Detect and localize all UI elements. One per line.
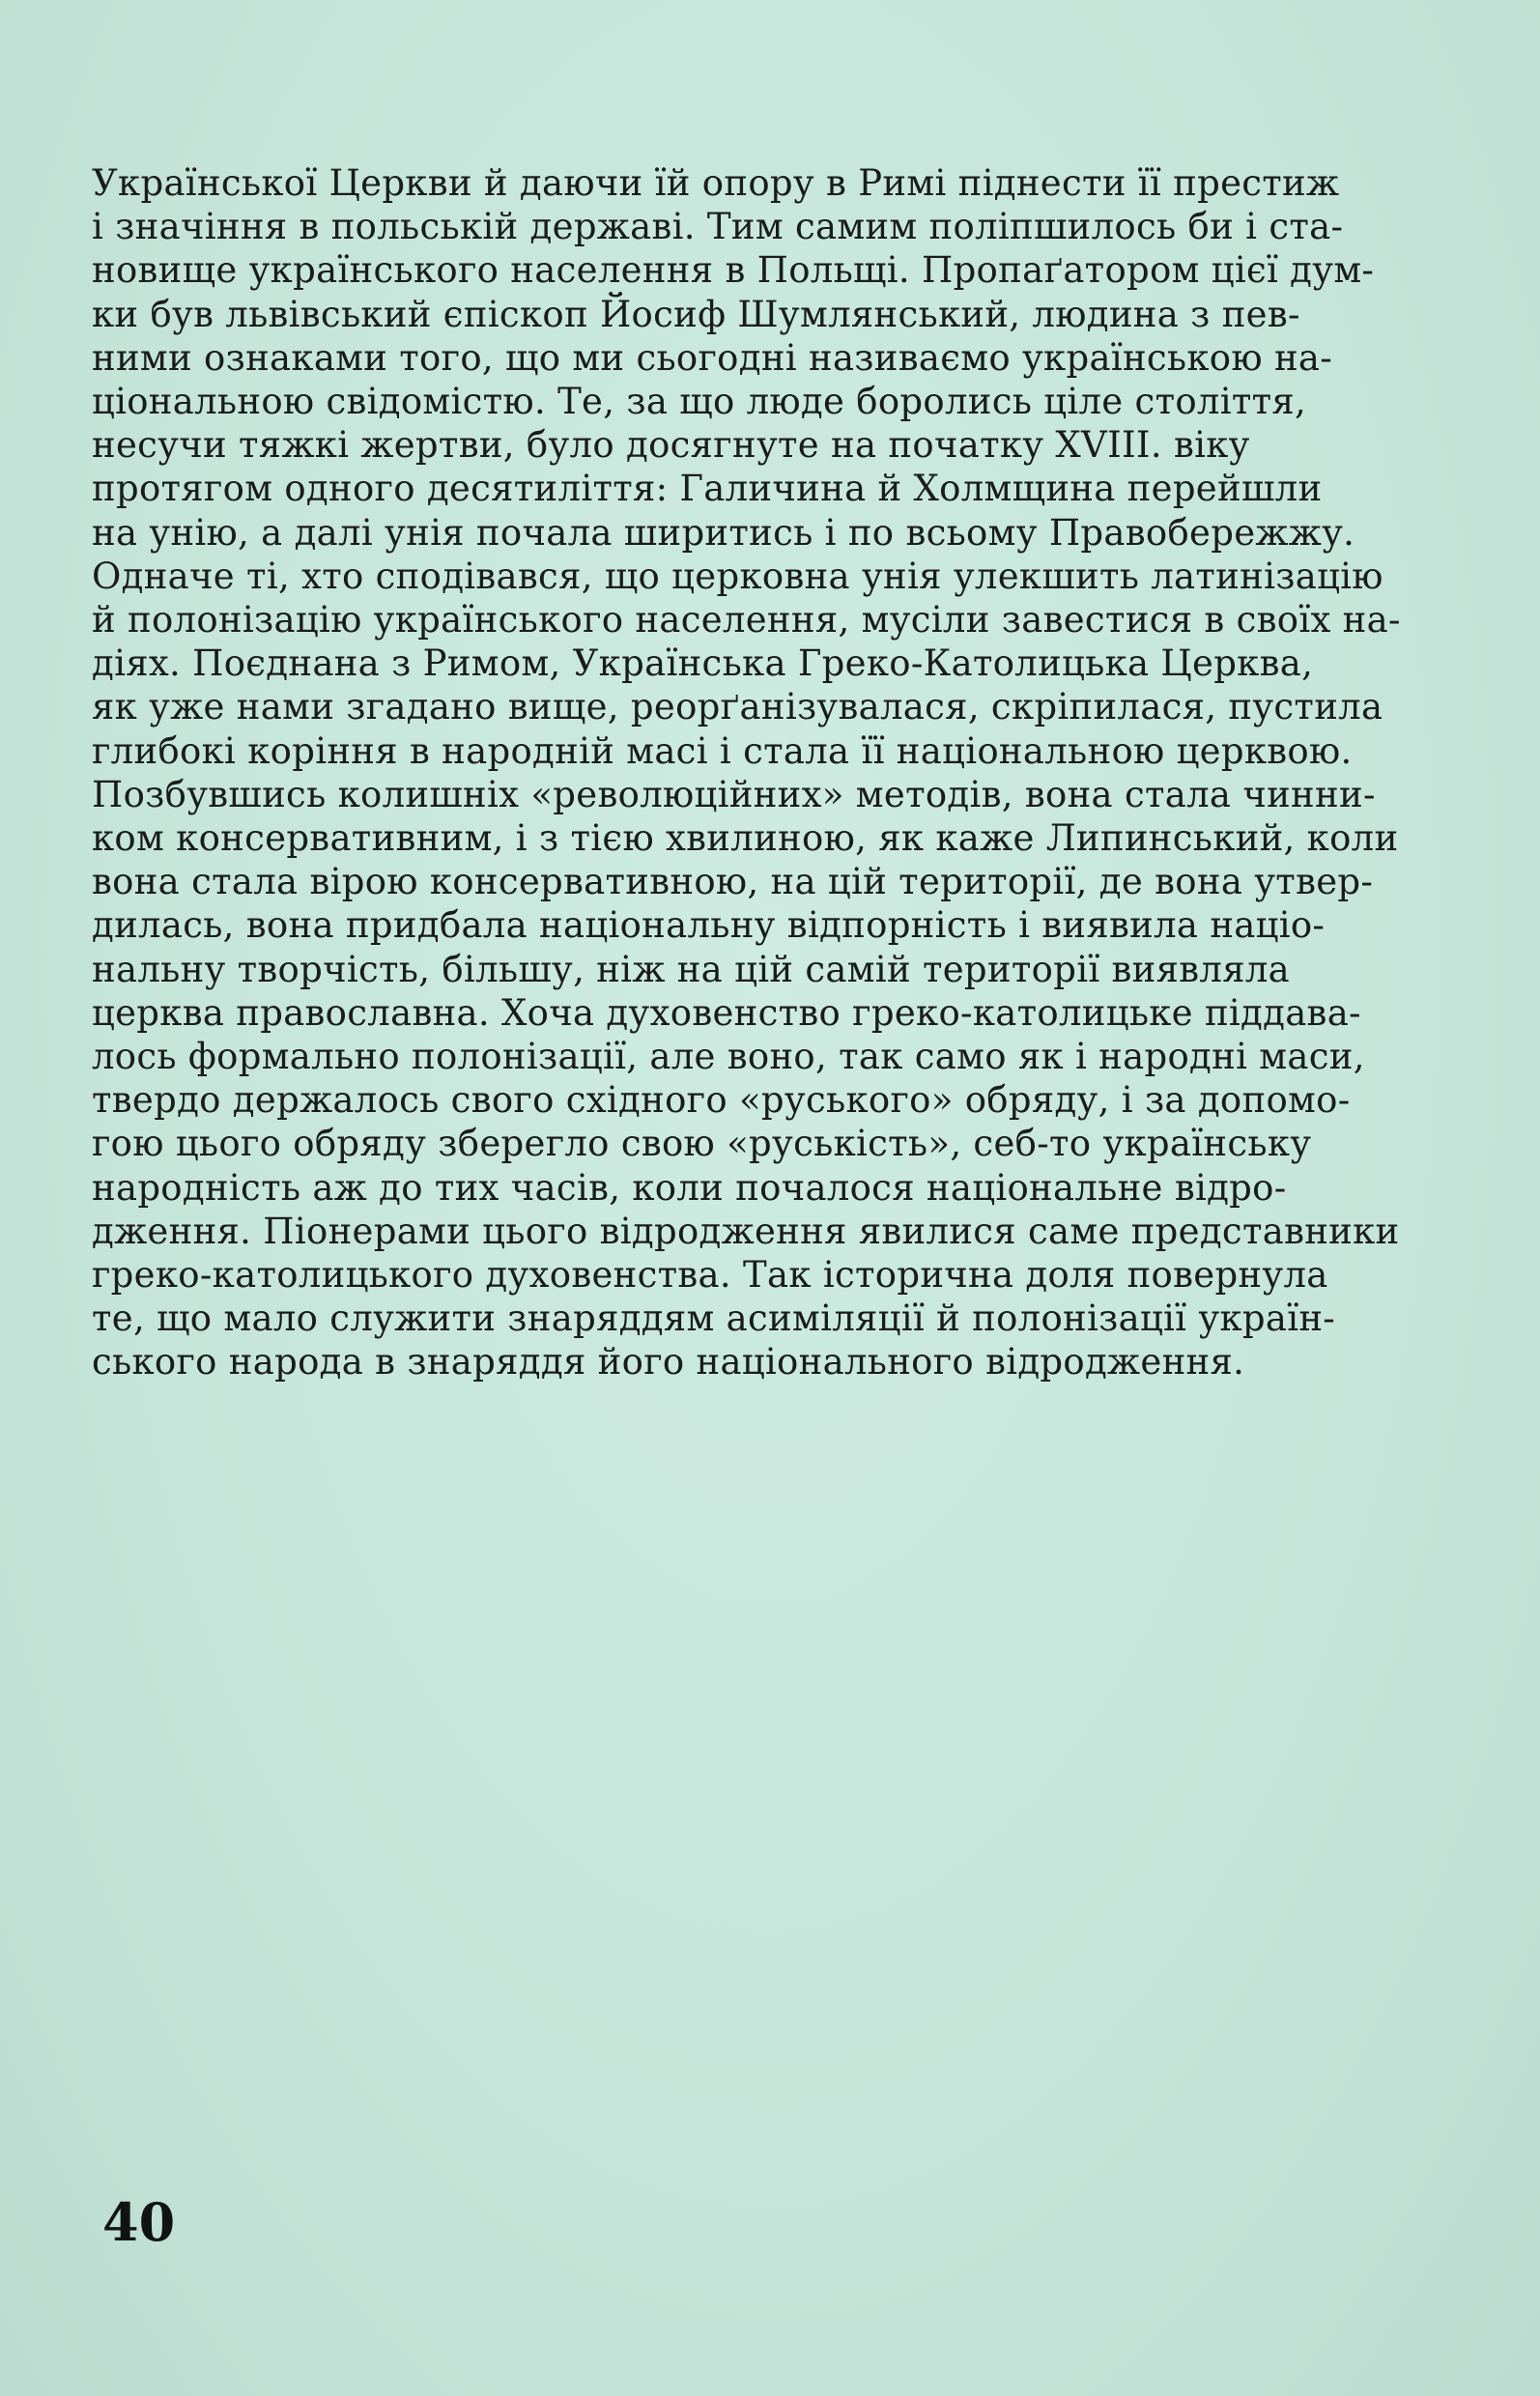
- text-line: Позбувшись колишніх «революційних» методів, вона стала чинни-: [92, 774, 1376, 815]
- text-line: ними ознаками того, що ми сьогодні називаємо українською на-: [92, 337, 1333, 379]
- text-line: ціональною свідомістю. Те, за що люде боролись ціле століття,: [92, 381, 1307, 422]
- text-line: ком консервативним, і з тією хвилиною, як каже Липинський, коли: [92, 817, 1399, 859]
- text-line: новище українського населення в Польщі. Пропаґатором цієї дум-: [92, 249, 1375, 291]
- text-line: нальну творчість, більшу, ніж на цій самій території виявляла: [92, 949, 1291, 990]
- text-line: Української Церкви й даючи їй опору в Римі піднести її престиж: [92, 162, 1340, 204]
- text-line: на унію, а далі унія почала ширитись і по всьому Правобережжу.: [92, 512, 1355, 554]
- text-line: дилась, вона придбала національну відпорність і виявила націо-: [92, 904, 1326, 946]
- text-line: і значіння в польській державі. Тим самим поліпшилось би і ста-: [92, 206, 1344, 247]
- text-line: церква православна. Хоча духовенство греко-католицьке піддава-: [92, 992, 1361, 1034]
- text-line: дження. Піонерами цього відродження явилися саме представники: [92, 1211, 1400, 1252]
- text-line: протягом одного десятиліття: Галичина й Холмщина перейшли: [92, 468, 1323, 509]
- text-line: те, що мало служити знаряддям асиміляції й полонізації україн-: [92, 1298, 1336, 1339]
- text-line: й полонізацію українського населення, мусіли завестися в своїх на-: [92, 599, 1401, 641]
- text-line: гою цього обряду зберегло свою «руськість», себ-то українську: [92, 1123, 1312, 1164]
- text-line: діях. Поєднана з Римом, Українська Греко-Католицька Церква,: [92, 642, 1314, 684]
- page-number: 40: [102, 2191, 176, 2253]
- text-line: ки був львівський єпіскоп Йосиф Шумлянський, людина з пев-: [92, 294, 1300, 335]
- text-line: несучи тяжкі жертви, було досягнуте на початку XVIII. віку: [92, 424, 1250, 466]
- text-line: твердо держалось свого східного «руського» обряду, і за допомо-: [92, 1079, 1351, 1121]
- text-line: глибокі коріння в народній масі і стала її національною церквою.: [92, 730, 1353, 772]
- text-line: Одначе ті, хто сподівався, що церковна унія улекшить латинізацію: [92, 556, 1383, 597]
- text-line: як уже нами згадано вище, реорґанізувалася, скріпилася, пустила: [92, 686, 1383, 727]
- text-line: вона стала вірою консервативною, на цій території, де вона утвер-: [92, 861, 1374, 902]
- text-line: греко-католицького духовенства. Так історична доля повернула: [92, 1254, 1328, 1296]
- text-line: лось формально полонізації, але воно, так само як і народні маси,: [92, 1036, 1365, 1077]
- text-line: ського народа в знаряддя його національного відродження.: [92, 1341, 1245, 1383]
- text-line: народність аж до тих часів, коли почалося національне відро-: [92, 1167, 1287, 1209]
